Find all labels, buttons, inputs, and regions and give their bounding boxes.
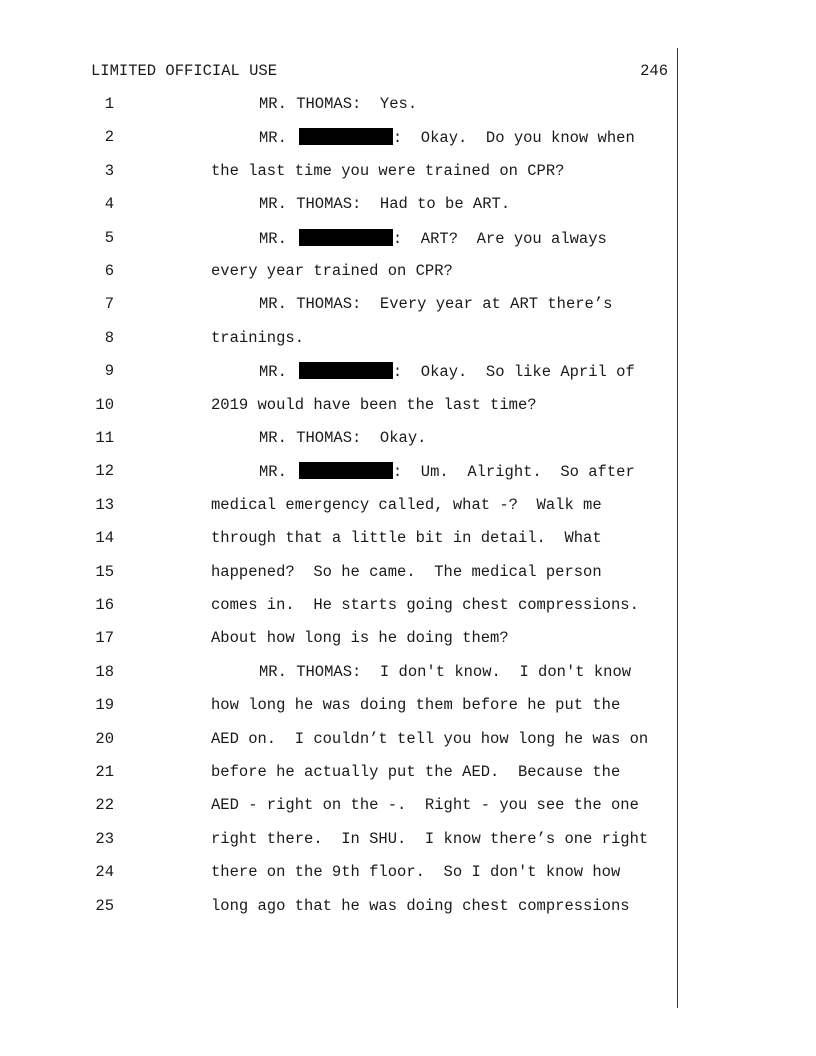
line-text-lead: MR. THOMAS: Yes. [259,95,418,113]
transcript-line [0,362,816,384]
transcript-line [0,696,816,718]
line-number: 8 [104,328,114,347]
line-text-lead: happened? So he came. The medical person [211,562,602,581]
line-text-lead: right there. In SHU. I know there’s one right [211,829,649,848]
transcript-line [0,295,816,317]
transcript-line [0,596,816,618]
transcript-line [0,128,816,150]
transcript-line [0,396,816,418]
classification-header: LIMITED OFFICIAL USE [91,62,278,80]
redaction-box [299,128,393,145]
line-text [211,796,639,814]
line-number: 14 [95,529,114,548]
line-text [211,863,620,881]
line-number: 22 [95,796,114,815]
line-text [211,162,564,180]
line-text [211,696,620,714]
line-text [259,295,612,313]
line-number: 15 [95,562,114,581]
transcript-line [0,897,816,919]
line-text-lead: long ago that he was doing chest compressions [211,896,630,915]
line-text [211,563,602,581]
line-number: 2 [104,128,114,147]
line-text-lead: AED on. I couldn’t tell you how long he was on [211,729,649,748]
line-text-lead: MR. [259,463,287,482]
transcript-line [0,830,816,852]
line-text-lead: there on the 9th floor. So I don't know how [211,863,621,882]
line-text-tail: : ART? Are you always [392,229,607,248]
line-text-lead: comes in. He starts going chest compressions. [211,596,639,614]
line-text [259,663,631,681]
line-text-tail: : Okay. Do you know when [392,129,635,148]
line-text-lead: MR. THOMAS: Every year at ART there’s [259,295,613,314]
line-text [211,897,630,915]
line-text [259,429,426,447]
line-text-lead: About how long is he doing them? [211,629,509,648]
line-number: 16 [95,596,114,614]
line-text-lead: through that a little bit in detail. What [211,529,602,548]
transcript-line [0,563,816,585]
line-text [259,95,417,113]
line-number: 25 [95,896,114,915]
transcript-line [0,95,816,117]
transcript-line [0,262,816,284]
line-text-lead: MR. THOMAS: Had to be ART. [259,195,511,214]
line-number: 11 [95,429,114,447]
line-text [259,362,635,381]
line-text-lead: MR. [259,363,287,382]
line-text-lead: MR. THOMAS: I don't know. I don't know [259,662,632,681]
line-number: 4 [104,195,114,214]
transcript-line [0,229,816,251]
line-number: 1 [104,95,114,113]
line-text [211,596,639,614]
line-text-lead: MR. [259,229,287,248]
line-text-lead: every year trained on CPR? [211,262,453,280]
line-number: 3 [104,161,114,180]
line-number: 6 [104,262,114,280]
line-text [259,462,635,481]
transcript-line [0,496,816,518]
line-number: 13 [95,495,114,514]
line-text-lead: MR. THOMAS: Okay. [259,429,427,447]
line-text-tail: : Um. Alright. So after [392,463,635,482]
transcript-line [0,763,816,785]
line-number: 20 [95,729,114,748]
line-text [211,396,537,414]
line-text [211,262,453,280]
transcript-line [0,730,816,752]
line-number: 19 [95,696,114,715]
line-number: 9 [104,362,114,381]
transcript-line [0,629,816,651]
line-text-lead: 2019 would have been the last time? [211,395,537,414]
line-number: 12 [95,462,114,481]
transcript-line [0,195,816,217]
line-text-lead: MR. [259,129,287,148]
line-text [211,496,602,514]
transcript-line [0,529,816,551]
redaction-box [299,462,393,479]
line-text [259,195,510,213]
line-text-lead: trainings. [211,328,305,347]
line-text [211,629,509,647]
line-text-lead: before he actually put the AED. Because the [211,763,621,781]
line-text-lead: the last time you were trained on CPR? [211,161,565,180]
line-text [259,128,635,147]
line-text-lead: how long he was doing them before he put the [211,696,621,715]
line-number: 18 [95,662,114,681]
line-number: 17 [95,629,114,648]
transcript-line [0,663,816,685]
line-text [211,830,648,848]
line-text [259,229,607,248]
page-number: 246 [640,62,668,80]
line-number: 24 [95,863,114,882]
line-text-lead: AED - right on the -. Right - you see the one [211,796,639,815]
transcript-line [0,162,816,184]
transcript-line [0,329,816,351]
line-number: 7 [104,295,114,314]
line-text [211,730,648,748]
line-number: 21 [95,763,114,781]
line-number: 23 [95,829,114,848]
line-number: 10 [95,395,114,414]
line-text [211,763,620,781]
redaction-box [299,362,393,379]
line-text [211,329,304,347]
line-text-tail: : Okay. So like April of [392,363,635,382]
transcript-line [0,462,816,484]
line-text [211,529,602,547]
line-text-lead: medical emergency called, what -? Walk me [211,495,602,514]
transcript-line [0,429,816,451]
line-number: 5 [104,228,114,247]
transcript-line [0,796,816,818]
transcript-line [0,863,816,885]
redaction-box [299,229,393,246]
